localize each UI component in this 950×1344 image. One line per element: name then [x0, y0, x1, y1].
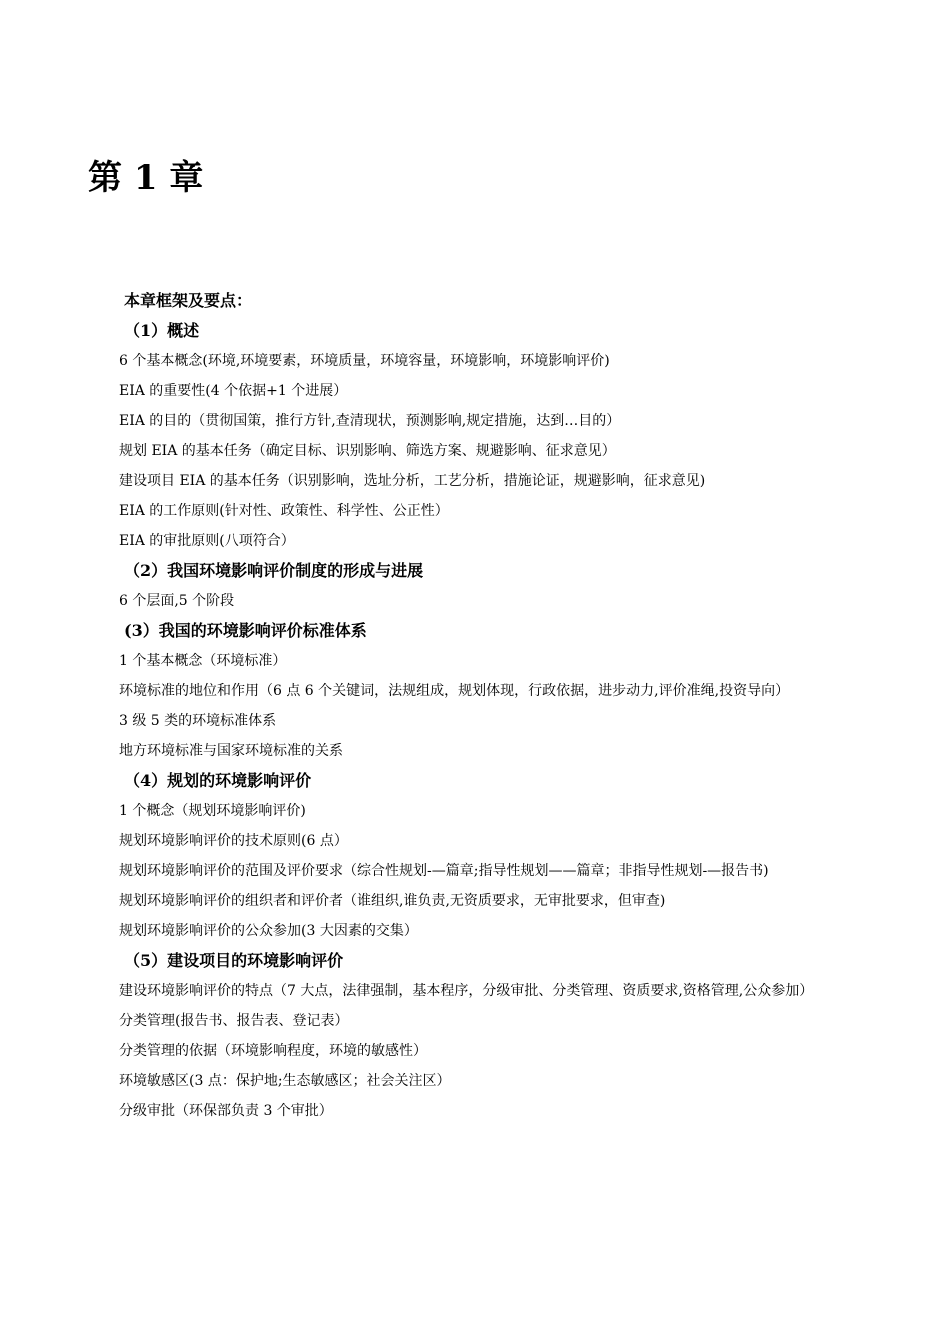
- outline-line: 规划环境影响评价的技术原则(6 点）: [119, 833, 348, 849]
- outline-line: 1 个概念（规划环境影响评价): [119, 803, 306, 819]
- outline-line: 地方环境标准与国家环境标准的关系: [119, 743, 343, 759]
- outline-line: 6 个基本概念(环境,环境要素，环境质量，环境容量，环境影响，环境影响评价): [119, 353, 610, 369]
- chapter-title: 第 1 章: [88, 158, 204, 198]
- outline-line: 规划环境影响评价的范围及评价要求（综合性规划-—篇章;指导性规划——篇章；非指导性规划-—报告书): [119, 863, 769, 879]
- outline-line: EIA 的目的（贯彻国策，推行方针,查清现状，预测影响,规定措施，达到…目的）: [119, 413, 621, 429]
- outline-line: 环境标准的地位和作用（6 点 6 个关键词，法规组成，规划体现，行政依据，进步动力,评价准绳,投资导向）: [119, 683, 790, 699]
- outline-line: 环境敏感区(3 点：保护地;生态敏感区；社会关注区）: [119, 1073, 451, 1089]
- outline-line: EIA 的重要性(4 个依据+1 个进展）: [119, 383, 348, 399]
- outline-line: EIA 的工作原则(针对性、政策性、科学性、公正性）: [119, 503, 449, 519]
- outline-line: 规划环境影响评价的公众参加(3 大因素的交集）: [119, 923, 418, 939]
- outline-line: 建设项目 EIA 的基本任务（识别影响，选址分析，工艺分析，措施论证，规避影响，征求意见): [119, 473, 706, 489]
- outline-line: 1 个基本概念（环境标准）: [119, 653, 287, 669]
- section-heading-4: （4）规划的环境影响评价: [124, 771, 312, 790]
- outline-line: 3 级 5 类的环境标准体系: [119, 713, 277, 729]
- outline-line: 6 个层面,5 个阶段: [119, 593, 235, 609]
- outline-heading: 本章框架及要点：: [124, 291, 253, 310]
- outline-line: 规划 EIA 的基本任务（确定目标、识别影响、筛选方案、规避影响、征求意见）: [119, 443, 616, 459]
- outline-line: 分类管理的依据（环境影响程度，环境的敏感性）: [119, 1043, 427, 1059]
- section-heading-3: (3）我国的环境影响评价标准体系: [124, 621, 367, 640]
- outline-line: 分级审批（环保部负责 3 个审批）: [119, 1103, 333, 1119]
- outline-line: 分类管理(报告书、报告表、登记表）: [119, 1013, 349, 1029]
- outline-line: EIA 的审批原则(八项符合）: [119, 533, 295, 549]
- section-heading-1: （1）概述: [124, 321, 200, 340]
- chapter-outline: [88, 286, 868, 1126]
- outline-line: 建设环境影响评价的特点（7 大点，法律强制，基本程序，分级审批、分类管理、资质要求,资格管理,公众参加）: [119, 983, 814, 999]
- section-heading-2: （2）我国环境影响评价制度的形成与进展: [124, 561, 424, 580]
- section-heading-5: （5）建设项目的环境影响评价: [124, 951, 344, 970]
- outline-line: 规划环境影响评价的组织者和评价者（谁组织,谁负责,无资质要求，无审批要求，但审查): [119, 893, 666, 909]
